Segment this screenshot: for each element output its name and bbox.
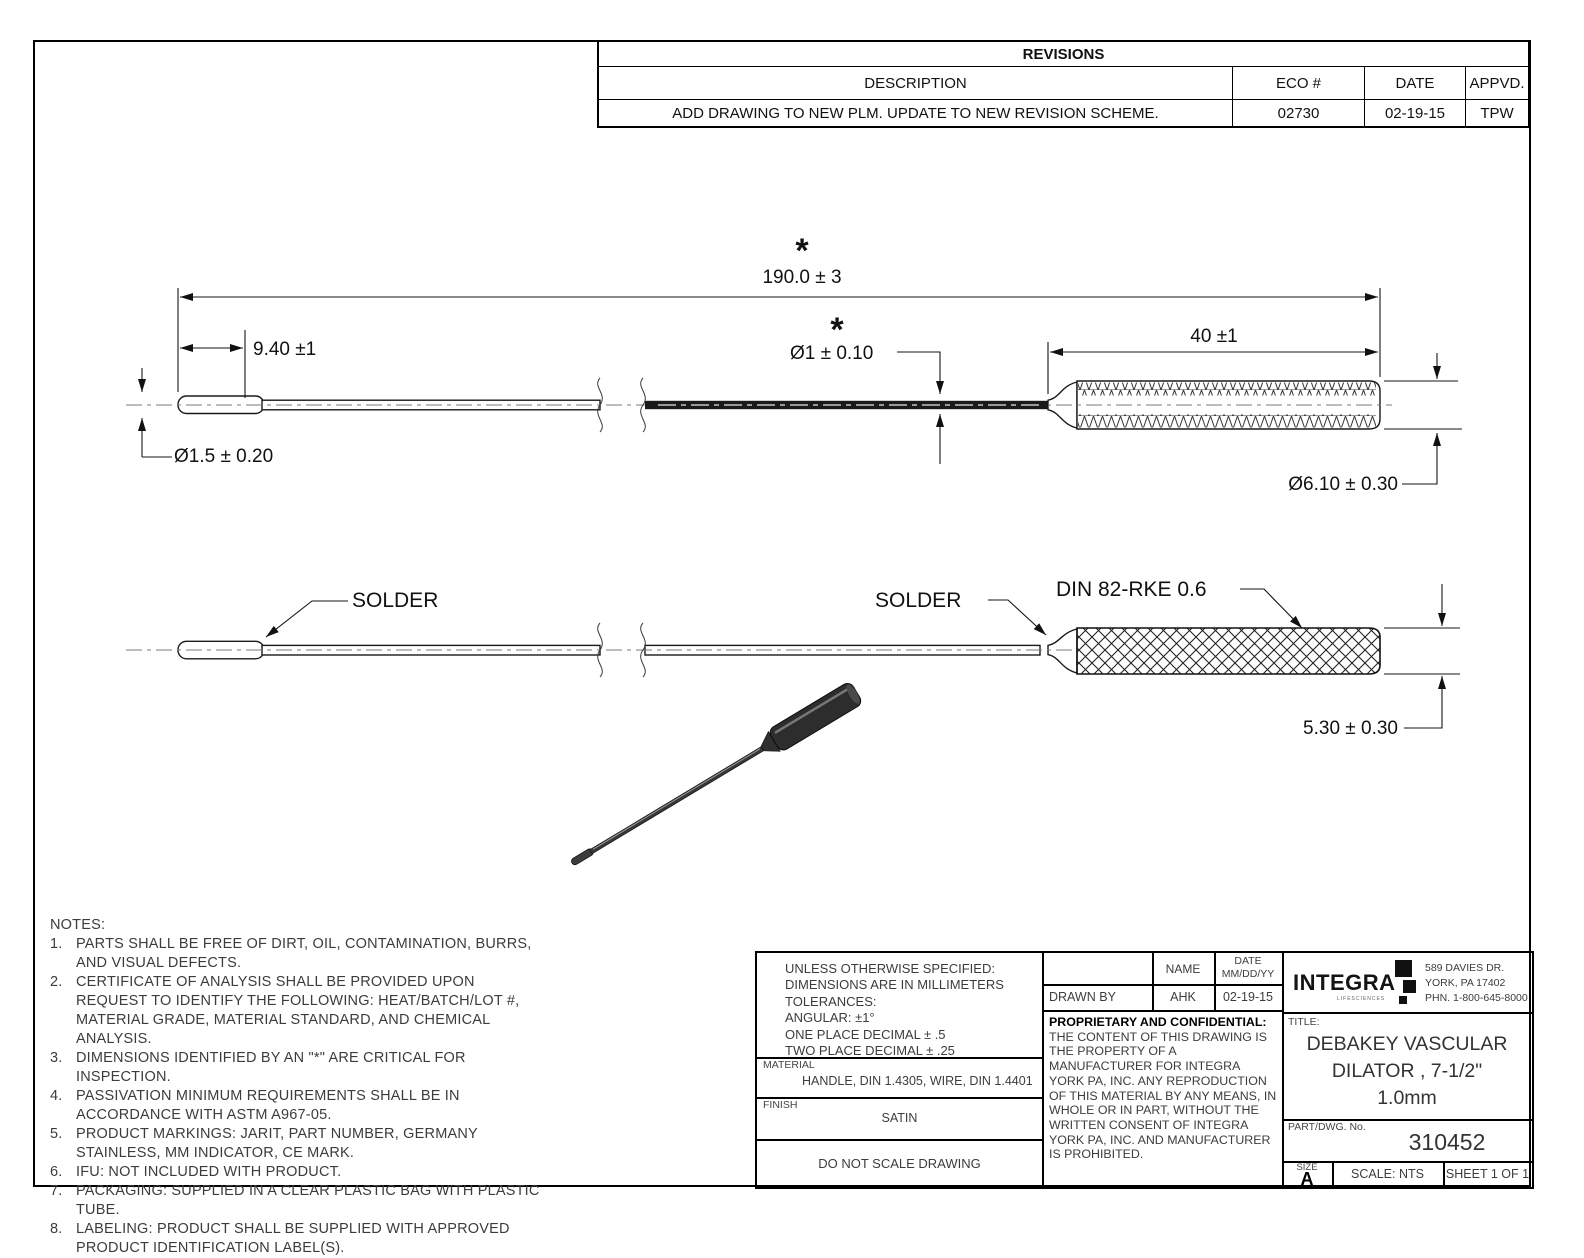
note-item: 8. LABELING: PRODUCT SHALL BE SUPPLIED WITH APPROVED PRODUCT IDENTIFICATION LABEL(S). xyxy=(50,1221,510,1256)
drawn-by-name: AHK xyxy=(1170,990,1196,1004)
knurl-band-top xyxy=(1078,383,1376,396)
drawn-by-date: 02-19-15 xyxy=(1222,990,1274,1004)
critical-star-wire: * xyxy=(830,311,844,349)
material-value: HANDLE, DIN 1.4305, WIRE, DIN 1.4401 xyxy=(802,1074,1033,1088)
material-label: MATERIAL xyxy=(763,1059,815,1071)
knurl-band-bottom xyxy=(1078,415,1376,428)
proprietary-notice: PROPRIETARY AND CONFIDENTIAL: THE CONTENT OF THIS DRAWING IS THE PROPERTY OF A MANUFACTURER FOR INTEGRA YORK PA, INC. ANY REPRODUCTION OF THIS MATERIAL BY ANY MEANS, IN WHOLE OR IN PART, WITHOUT THE WRITTEN CONSENT OF INTEGRA YORK PA, INC. AND MANUFACTURER IS PROHIBITED. xyxy=(1049,1015,1277,1162)
part-number-label: PART/DWG. No. xyxy=(1288,1121,1366,1133)
finish-value: SATIN xyxy=(881,1111,918,1125)
name-header: NAME xyxy=(1165,961,1201,976)
logo-tagline: LIFESCIENCES xyxy=(1337,996,1386,1002)
scale-value: SCALE: NTS xyxy=(1351,1167,1424,1181)
revisions-header-date: DATE xyxy=(1365,67,1466,99)
knurled-handle xyxy=(1077,628,1380,674)
size-label: SIZE xyxy=(1296,1162,1318,1173)
dim-handle-diameter: Ø6.10 ± 0.30 xyxy=(1288,474,1398,495)
drawing-title: DEBAKEY VASCULAR DILATOR , 7-1/2" 1.0mm xyxy=(1306,1033,1508,1109)
solder-label-right: SOLDER xyxy=(875,589,962,612)
critical-star-overall: * xyxy=(795,232,809,270)
dim-wire-diameter: Ø1 ± 0.10 xyxy=(790,343,874,364)
notes-section xyxy=(50,916,550,1258)
dim-tip-length: 9.40 ±1 xyxy=(253,339,317,360)
revisions-header-description: DESCRIPTION xyxy=(599,67,1233,99)
revisions-title: REVISIONS xyxy=(599,42,1528,67)
company-address: 589 DAVIES DR. YORK, PA 17402 PHN. 1-800-645-8000 xyxy=(1425,962,1528,1004)
note-item: 4. PASSIVATION MINIMUM REQUIREMENTS SHALL BE IN ACCORDANCE WITH ASTM A967-05. xyxy=(50,1088,460,1123)
note-item: 7. PACKAGING: SUPPLIED IN A CLEAR PLASTIC BAG WITH PLASTIC TUBE. xyxy=(50,1183,540,1218)
tolerance-block: UNLESS OTHERWISE SPECIFIED: DIMENSIONS ARE IN MILLIMETERS TOLERANCES: ANGULAR: ±1° ONE PLACE DECIMAL ± .5 TWO PLACE DECIMAL ± .25 xyxy=(785,961,1004,1059)
dim-handle-end-diameter: 5.30 ± 0.30 xyxy=(1303,718,1398,739)
note-item: 3. DIMENSIONS IDENTIFIED BY AN "*" ARE CRITICAL FOR INSPECTION. xyxy=(50,1050,466,1085)
logo-square-small xyxy=(1399,996,1407,1004)
revision-description: ADD DRAWING TO NEW PLM. UPDATE TO NEW REVISION SCHEME. xyxy=(599,100,1233,126)
dim-overall-length: 190.0 ± 3 xyxy=(762,267,842,288)
note-item: 5. PRODUCT MARKINGS: JARIT, PART NUMBER, GERMANY STAINLESS, MM INDICATOR, CE MARK. xyxy=(50,1126,478,1161)
logo-square-large xyxy=(1395,960,1412,977)
sheet-value: SHEET 1 OF 1 xyxy=(1445,1167,1530,1181)
revisions-table xyxy=(597,40,1530,128)
dim-handle-length: 40 ±1 xyxy=(1190,326,1238,347)
note-item: 6. IFU: NOT INCLUDED WITH PRODUCT. xyxy=(50,1164,342,1180)
revision-eco: 02730 xyxy=(1233,100,1365,126)
front-view xyxy=(126,232,1462,495)
size-value: A xyxy=(1300,1169,1314,1189)
revision-appvd: TPW xyxy=(1480,104,1514,122)
cone xyxy=(1048,629,1077,673)
revision-row xyxy=(599,100,1528,126)
knurl-spec-label: DIN 82-RKE 0.6 xyxy=(1056,578,1207,601)
date-header: DATE MM/DD/YY xyxy=(1221,955,1275,980)
revisions-header-eco: ECO # xyxy=(1233,67,1365,99)
title-block xyxy=(755,951,1534,1189)
isometric-view xyxy=(565,681,863,874)
revisions-header-row xyxy=(599,67,1528,100)
note-item: 1. PARTS SHALL BE FREE OF DIRT, OIL, CONTAMINATION, BURRS, AND VISUAL DEFECTS. xyxy=(50,936,532,971)
drawn-by-label: DRAWN BY xyxy=(1049,990,1116,1004)
notes-title: NOTES: xyxy=(50,917,106,933)
revisions-header-appvd: APPVD. xyxy=(1469,74,1525,92)
note-item: 2. CERTIFICATE OF ANALYSIS SHALL BE PROVIDED UPON REQUEST TO IDENTIFY THE FOLLOWING: HEAT/BATCH/LOT #, MATERIAL GRADE, MATERIAL STANDARD, AND CHEMICAL ANALYSIS. xyxy=(50,974,520,1047)
title-label: TITLE: xyxy=(1288,1016,1320,1028)
integra-logo: INTEGRA xyxy=(1293,970,1396,995)
solder-label-left: SOLDER xyxy=(352,589,439,612)
part-number: 310452 xyxy=(1408,1129,1486,1155)
revision-date: 02-19-15 xyxy=(1365,100,1466,126)
finish-label: FINISH xyxy=(763,1099,798,1111)
do-not-scale-note: DO NOT SCALE DRAWING xyxy=(818,1155,981,1171)
dim-tip-diameter: Ø1.5 ± 0.20 xyxy=(174,446,274,467)
logo-square-medium xyxy=(1403,980,1416,993)
